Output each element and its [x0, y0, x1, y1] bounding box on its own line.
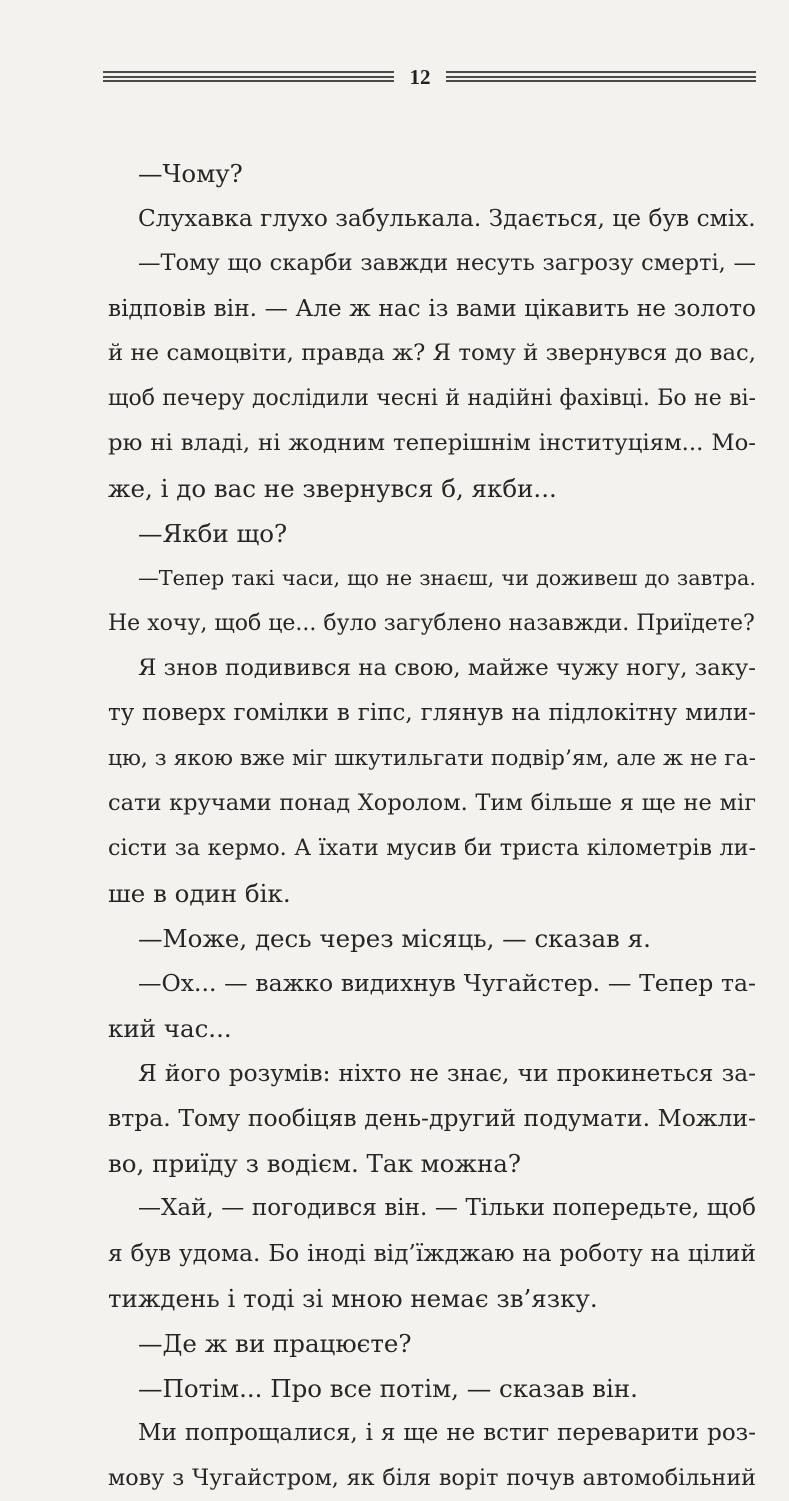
text-line: й не самоцвіти, правда ж? Я тому й звернувся до вас, — [108, 340, 756, 366]
text-line: сати кручами понад Хоролом. Тим більше я ще не міг — [108, 790, 756, 816]
text-line: —Чому? — [138, 159, 243, 188]
text-line: Слухавка глухо забулькала. Здається, це був сміх. — [138, 205, 756, 232]
text-line: відповів він. — Але ж нас із вами цікавить не золото — [108, 295, 756, 322]
header-rule-right — [446, 71, 756, 82]
text-line: ту поверх гомілки в гіпс, глянув на підлокітну мили- — [108, 700, 756, 726]
text-line: кий час... — [108, 1014, 232, 1043]
text-line: —Тому що скарби завжди несуть загрозу смерті, — — [138, 250, 756, 276]
text-line: —Де ж ви працюєте? — [138, 1329, 412, 1358]
text-line: втра. Тому пообіцяв день-другий подумати. Можли- — [108, 1104, 756, 1132]
text-line: во, приїду з водієм. Так можна? — [108, 1149, 522, 1178]
text-line: Я знов подивився на свою, майже чужу ногу, заку- — [138, 655, 756, 681]
text-line: рю ні владі, ні жодним теперішнім інституціям... Мо- — [108, 430, 756, 456]
body-text — [108, 151, 756, 1501]
text-line: мову з Чугайстром, як біля воріт почув автомобільний — [108, 1465, 756, 1491]
page-number: 12 — [409, 65, 431, 89]
text-line: Я його розумів: ніхто не знає, чи прокинеться за- — [138, 1060, 756, 1087]
page-header — [0, 58, 789, 98]
text-line: же, і до вас не звернувся б, якби... — [108, 474, 557, 503]
text-line: Ми попрощалися, і я ще не встиг переварити роз- — [138, 1420, 756, 1446]
text-line: сісти за кермо. А їхати мусив би триста кілометрів ли- — [108, 835, 756, 861]
text-line: щоб печеру дослідили чесні й надійні фахівці. Бо не ві- — [108, 386, 756, 411]
text-line: ше в один бік. — [108, 879, 291, 908]
header-rule-left — [103, 71, 394, 82]
text-line: я був удома. Бо іноді від’їжджаю на роботу на цілий — [108, 1240, 756, 1267]
text-line: тиждень і тоді зі мною немає зв’язку. — [108, 1284, 598, 1313]
text-line: —Потім... Про все потім, — сказав він. — [138, 1374, 638, 1403]
text-line: —Хай, — погодився він. — Тільки попередьте, щоб — [138, 1195, 756, 1221]
text-line: цю, з якою вже міг шкутильгати подвір’ям, але ж не га- — [108, 746, 756, 771]
text-line: —Тепер такі часи, що не знаєш, чи доживеш до завтра. — [138, 566, 756, 590]
text-line: —Може, десь через місяць, — сказав я. — [138, 924, 651, 953]
text-line: —Якби що? — [138, 519, 288, 548]
text-line: Не хочу, щоб це... було загублено назавжди. Приїдете? — [108, 611, 755, 636]
text-line: —Ох... — важко видихнув Чугайстер. — Тепер та- — [138, 969, 756, 997]
